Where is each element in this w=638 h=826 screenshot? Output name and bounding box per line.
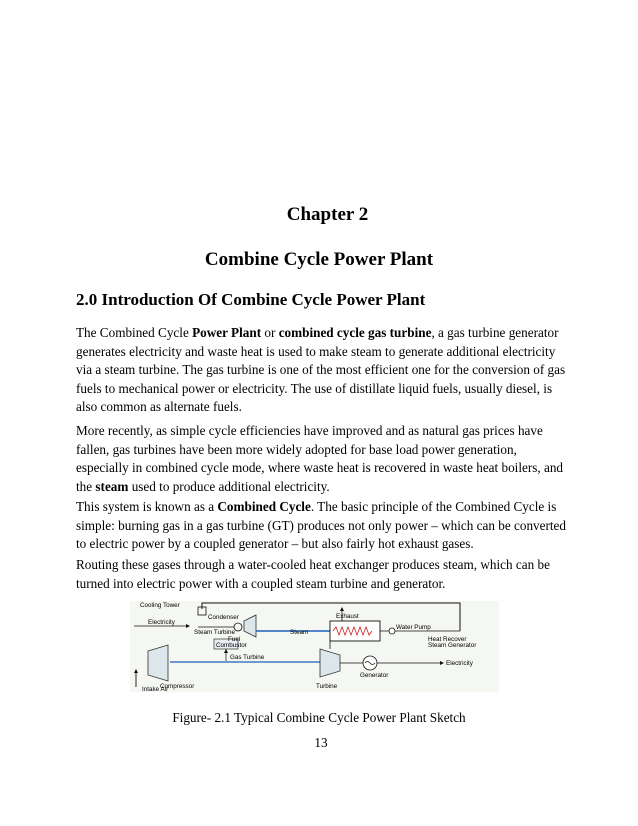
label-combustor: Combustor (216, 642, 247, 649)
label-steam-turbine: Steam Turbine (194, 629, 235, 636)
paragraph-intro (76, 324, 570, 417)
figure-caption: Figure- 2.1 Typical Combine Cycle Power Plant Sketch (172, 710, 466, 725)
p2-text-c: used to produce additional electricity. (128, 478, 330, 494)
compressor-shape (148, 645, 168, 681)
p1-text-c: or (261, 325, 279, 340)
p1-bold-ccgt: combined cycle gas turbine (278, 325, 432, 340)
label-heat-recover: Heat Recover (428, 636, 467, 643)
p2-text-a: More recently, as simple cycle efficiencies have improved and as natural gas prices have fallen, gas turbines have been more widely adopted for base load power generation, especially in combined cycle mode, where waste heat is recovered in waste heat boilers, and the (76, 423, 564, 494)
p1-bold-power-plant: Power Plant (192, 325, 262, 340)
p1-text-a: The Combined Cycle (76, 325, 193, 340)
p2-bold-steam: steam (95, 478, 129, 494)
label-fuel: Fuel (228, 636, 241, 643)
page-number: 13 (314, 735, 328, 750)
label-steam-generator: Steam Generator (428, 642, 477, 649)
paragraph-combined-cycle (76, 498, 570, 554)
label-electricity-left: Electricity (148, 619, 175, 626)
paragraph-recent (76, 422, 570, 496)
label-electricity-right: Electricity (446, 660, 473, 667)
p3-text-c: . The basic principle of the Combined Cycle is simple: burning gas in a gas turbine (GT) produces not only power – which can be converted to electric power by a coupled generator – but also fairly hot exhaust gases. (76, 499, 567, 552)
p3-text-a: This system is known as a (76, 499, 218, 514)
label-turbine: Turbine (316, 683, 338, 690)
p1-text-e: , a gas turbine generator generates electricity and waste heat is used to make steam to generate additional electricity via a steam turbine. The gas turbine is one of the most efficient one for the conversion of gas fuels to mechanical power or electricity. The use of distillate liquid fuels, usually diesel, is also common as alternate fuels. (76, 325, 566, 415)
paragraph-routing: Routing these gases through a water-cooled heat exchanger produces steam, which can be turned into electric power with a coupled steam turbine and generator. (76, 557, 550, 591)
label-exhaust: Exhaust (336, 613, 359, 620)
label-intake-air: Intake Air (142, 686, 169, 692)
label-condenser: Condenser (208, 614, 239, 621)
chapter-title: Combine Cycle Power Plant (204, 249, 434, 270)
label-cooling-tower: Cooling Tower (140, 602, 180, 609)
water-pump-shape (389, 628, 395, 634)
label-water-pump: Water Pump (396, 624, 431, 631)
label-gas-turbine: Gas Turbine (230, 654, 265, 661)
p3-bold-combined-cycle: Combined Cycle (217, 499, 311, 514)
plant-sketch-figure (130, 601, 499, 692)
label-steam: Steam (290, 629, 309, 636)
chapter-heading: Chapter 2 (286, 204, 369, 225)
label-generator: Generator (360, 672, 389, 679)
plant-sketch-svg (130, 601, 499, 692)
label-compressor: Compressor (160, 683, 195, 690)
section-heading: 2.0 Introduction Of Combine Cycle Power Plant (76, 290, 426, 309)
